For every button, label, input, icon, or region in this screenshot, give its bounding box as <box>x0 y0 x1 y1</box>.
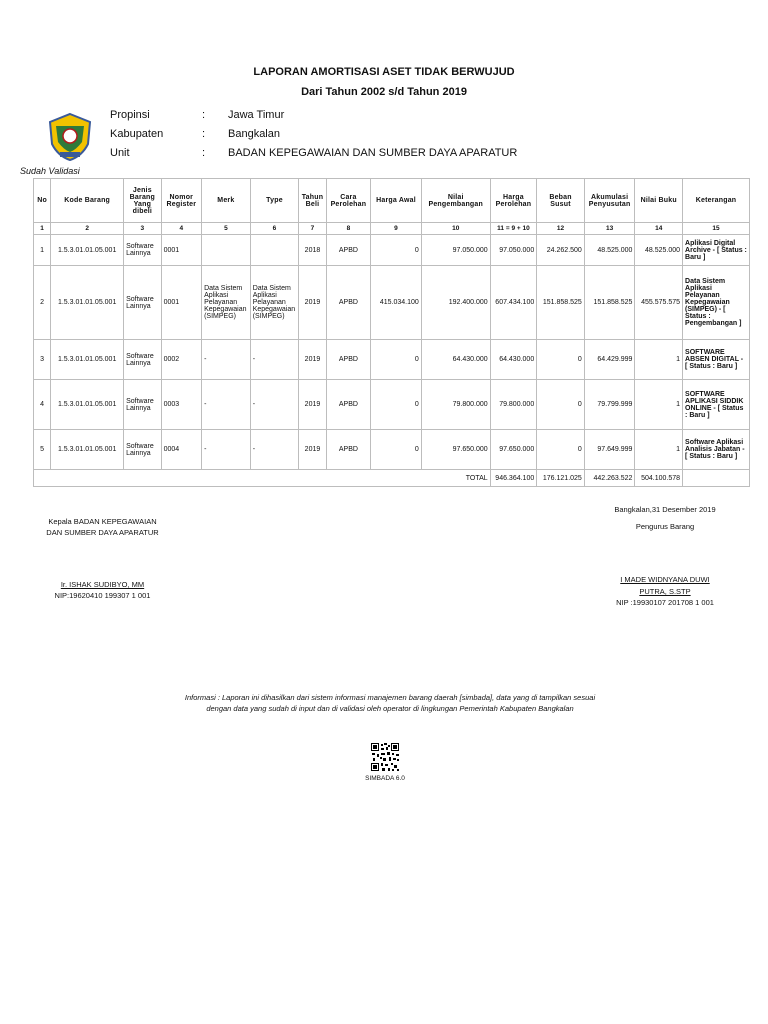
column-number: 12 <box>537 223 585 235</box>
cell-register: 0002 <box>161 340 202 380</box>
column-header: Nilai Buku <box>635 179 683 223</box>
cell-cara: APBD <box>326 266 371 340</box>
cell-pengembangan: 97.650.000 <box>421 430 490 470</box>
total-row <box>34 470 750 487</box>
cell-harga-awal: 0 <box>371 430 422 470</box>
cell-beban: 0 <box>537 340 585 380</box>
column-number: 8 <box>326 223 371 235</box>
cell-jenis: Software Lainnya <box>124 266 161 340</box>
total-label: TOTAL <box>34 470 491 487</box>
cell-nilai-buku: 1 <box>635 380 683 430</box>
cell-merk <box>202 235 251 266</box>
meta-colon: : <box>202 128 206 140</box>
column-number: 3 <box>124 223 161 235</box>
column-number: 13 <box>584 223 635 235</box>
cell-beban: 0 <box>537 430 585 470</box>
column-number: 15 <box>683 223 750 235</box>
right-signer-title: Pengurus Barang <box>635 522 695 531</box>
cell-jenis: Software Lainnya <box>124 380 161 430</box>
cell-register: 0004 <box>161 430 202 470</box>
table-header-row <box>34 179 750 223</box>
cell-harga-awal: 415.034.100 <box>371 266 422 340</box>
cell-akumulasi: 97.649.999 <box>584 430 635 470</box>
left-signer-name: Ir. ISHAK SUDIBYO, MM <box>60 580 145 589</box>
cell-kode: 1.5.3.01.01.05.001 <box>51 380 124 430</box>
cell-perolehan: 79.800.000 <box>490 380 537 430</box>
cell-merk: Data Sistem Aplikasi Pelayanan Kepegawaian (SIMPEG) <box>202 266 251 340</box>
cell-type: Data Sistem Aplikasi Pelayanan Kepegawaian (SIMPEG) <box>250 266 299 340</box>
right-signer-name-line-2: PUTRA, S.STP <box>639 587 691 596</box>
cell-kode: 1.5.3.01.01.05.001 <box>51 266 124 340</box>
cell-akumulasi: 79.799.999 <box>584 380 635 430</box>
cell-akumulasi: 64.429.999 <box>584 340 635 380</box>
meta-label-propinsi: Propinsi <box>110 109 150 121</box>
qr-label: SIMBADA 6.0 <box>365 775 405 782</box>
cell-register: 0001 <box>161 266 202 340</box>
cell-no: 5 <box>34 430 51 470</box>
right-signer-nip: NIP :19930107 201708 1 001 <box>616 598 714 607</box>
column-number: 6 <box>250 223 299 235</box>
cell-tahun: 2019 <box>299 380 326 430</box>
cell-kode: 1.5.3.01.01.05.001 <box>51 340 124 380</box>
column-header: Cara Perolehan <box>326 179 371 223</box>
left-signer-title-1: Kepala BADAN KEPEGAWAIAN <box>48 517 157 526</box>
cell-perolehan: 97.650.000 <box>490 430 537 470</box>
table-row <box>34 380 750 430</box>
cell-register: 0003 <box>161 380 202 430</box>
column-header: Nilai Pengembangan <box>421 179 490 223</box>
cell-type: - <box>250 430 299 470</box>
column-header: Jenis Barang Yang dibeli <box>124 179 161 223</box>
cell-harga-awal: 0 <box>371 235 422 266</box>
asset-table <box>33 178 750 487</box>
cell-cara: APBD <box>326 235 371 266</box>
cell-pengembangan: 192.400.000 <box>421 266 490 340</box>
cell-keterangan: SOFTWARE ABSEN DIGITAL - [ Status : Baru ] <box>683 340 750 380</box>
report-title: LAPORAN AMORTISASI ASET TIDAK BERWUJUD <box>253 66 515 78</box>
left-signer-nip: NIP:19620410 199307 1 001 <box>54 591 151 600</box>
cell-type: - <box>250 380 299 430</box>
table-row <box>34 340 750 380</box>
cell-merk: - <box>202 340 251 380</box>
cell-akumulasi: 151.858.525 <box>584 266 635 340</box>
column-header: Harga Awal <box>371 179 422 223</box>
cell-keterangan: Data Sistem Aplikasi Pelayanan Kepegawaian (SIMPEG) - [ Status : Pengembangan ] <box>683 266 750 340</box>
cell-perolehan: 97.050.000 <box>490 235 537 266</box>
meta-value-kabupaten: Bangkalan <box>228 128 280 140</box>
report-period: Dari Tahun 2002 s/d Tahun 2019 <box>301 86 467 98</box>
cell-tahun: 2019 <box>299 340 326 380</box>
column-header: No <box>34 179 51 223</box>
cell-no: 3 <box>34 340 51 380</box>
meta-label-unit: Unit <box>110 147 130 159</box>
column-header: Harga Perolehan <box>490 179 537 223</box>
cell-harga-awal: 0 <box>371 380 422 430</box>
column-number: 1 <box>34 223 51 235</box>
column-number: 11 = 9 + 10 <box>490 223 537 235</box>
cell-beban: 0 <box>537 380 585 430</box>
cell-register: 0001 <box>161 235 202 266</box>
cell-no: 1 <box>34 235 51 266</box>
cell-cara: APBD <box>326 340 371 380</box>
table-row <box>34 430 750 470</box>
left-signer-title-2: DAN SUMBER DAYA APARATUR <box>46 528 159 537</box>
cell-tahun: 2019 <box>299 430 326 470</box>
cell-kode: 1.5.3.01.01.05.001 <box>51 235 124 266</box>
column-number: 5 <box>202 223 251 235</box>
meta-colon: : <box>202 109 206 121</box>
cell-harga-awal: 0 <box>371 340 422 380</box>
qr-code-icon <box>370 742 400 772</box>
meta-value-unit: BADAN KEPEGAWAIAN DAN SUMBER DAYA APARATUR <box>228 147 518 159</box>
meta-value-propinsi: Jawa Timur <box>228 109 285 121</box>
meta-colon: : <box>202 147 206 159</box>
cell-tahun: 2019 <box>299 266 326 340</box>
cell-cara: APBD <box>326 380 371 430</box>
cell-beban: 151.858.525 <box>537 266 585 340</box>
cell-pengembangan: 97.050.000 <box>421 235 490 266</box>
validation-status: Sudah Validasi <box>20 166 80 176</box>
cell-type <box>250 235 299 266</box>
total-perolehan: 946.364.100 <box>490 470 537 487</box>
column-header: Tahun Beli <box>299 179 326 223</box>
column-header: Nomor Register <box>161 179 202 223</box>
right-signer-name-line-1: I MADE WIDNYANA DUWI <box>620 575 710 584</box>
total-nilai-buku: 504.100.578 <box>635 470 683 487</box>
cell-tahun: 2018 <box>299 235 326 266</box>
table-row <box>34 235 750 266</box>
cell-merk: - <box>202 430 251 470</box>
column-header: Keterangan <box>683 179 750 223</box>
cell-type: - <box>250 340 299 380</box>
cell-jenis: Software Lainnya <box>124 430 161 470</box>
total-akumulasi: 442.263.522 <box>584 470 635 487</box>
cell-nilai-buku: 455.575.575 <box>635 266 683 340</box>
column-header: Merk <box>202 179 251 223</box>
cell-no: 4 <box>34 380 51 430</box>
column-header: Beban Susut <box>537 179 585 223</box>
column-number: 9 <box>371 223 422 235</box>
cell-cara: APBD <box>326 430 371 470</box>
cell-keterangan: Aplikasi Digital Archive - [ Status : Baru ] <box>683 235 750 266</box>
column-number: 14 <box>635 223 683 235</box>
column-number: 10 <box>421 223 490 235</box>
cell-jenis: Software Lainnya <box>124 340 161 380</box>
total-beban: 176.121.025 <box>537 470 585 487</box>
regency-emblem-icon <box>46 112 94 162</box>
cell-akumulasi: 48.525.000 <box>584 235 635 266</box>
cell-perolehan: 607.434.100 <box>490 266 537 340</box>
column-number-row <box>34 223 750 235</box>
column-header: Type <box>250 179 299 223</box>
cell-pengembangan: 79.800.000 <box>421 380 490 430</box>
cell-beban: 24.262.500 <box>537 235 585 266</box>
table-row <box>34 266 750 340</box>
cell-perolehan: 64.430.000 <box>490 340 537 380</box>
column-number: 7 <box>299 223 326 235</box>
column-header: Kode Barang <box>51 179 124 223</box>
cell-keterangan: SOFTWARE APLIKASI SIDDIK ONLINE - [ Status : Baru ] <box>683 380 750 430</box>
cell-no: 2 <box>34 266 51 340</box>
cell-nilai-buku: 1 <box>635 340 683 380</box>
cell-merk: - <box>202 380 251 430</box>
cell-nilai-buku: 1 <box>635 430 683 470</box>
cell-nilai-buku: 48.525.000 <box>635 235 683 266</box>
cell-kode: 1.5.3.01.01.05.001 <box>51 430 124 470</box>
column-number: 4 <box>161 223 202 235</box>
info-note: Informasi : Laporan ini dihasilkan dari sistem informasi manajemen barang daerah [simbada], data yang di tampilkan sesuai dengan data yang sudah di input dan di validasi oleh operator di lingkungan Pemerintah Kabupaten Bangkalan <box>184 693 596 713</box>
meta-label-kabupaten: Kabupaten <box>110 128 164 140</box>
cell-pengembangan: 64.430.000 <box>421 340 490 380</box>
cell-jenis: Software Lainnya <box>124 235 161 266</box>
column-number: 2 <box>51 223 124 235</box>
place-date: Bangkalan,31 Desember 2019 <box>614 505 716 514</box>
cell-keterangan: Software Aplikasi Analisis Jabatan - [ Status : Baru ] <box>683 430 750 470</box>
column-header: Akumulasi Penyusutan <box>584 179 635 223</box>
total-keterangan <box>683 470 750 487</box>
